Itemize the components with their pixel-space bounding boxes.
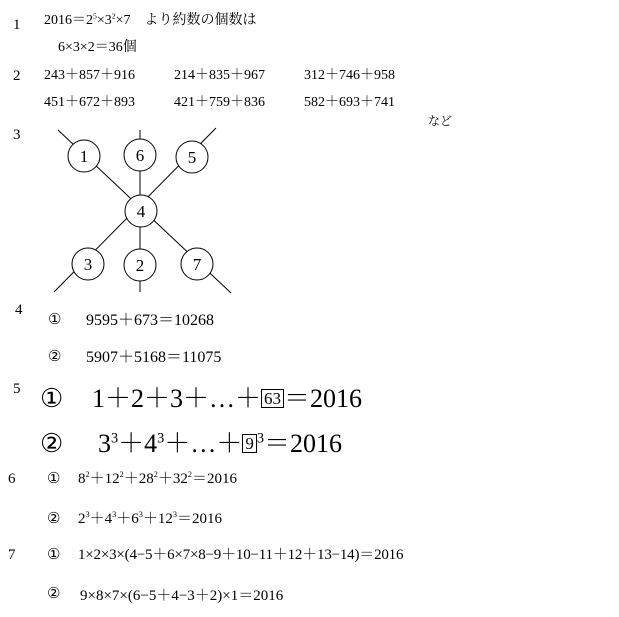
p4-expr-2: 5907＋5168＝11075	[86, 349, 222, 366]
p5-expr2-a: 3	[98, 429, 111, 458]
p5-expr2-exp-b: 3	[157, 430, 165, 447]
p6-e1-x2: 2	[153, 470, 158, 479]
p6-e1-t4: ＝2016	[192, 471, 238, 487]
p6-e2-x0: 3	[85, 510, 90, 519]
p2-r1c1: 243＋857＋916	[44, 68, 135, 83]
problem-number-4: 4	[15, 302, 23, 318]
p2-r1c3: 312＋746＋958	[304, 68, 395, 83]
p7-mark-2: ②	[47, 586, 61, 602]
p1-exp-2: 2	[111, 11, 116, 21]
p5-expr1-post: ＝2016	[284, 384, 363, 413]
p2-r2c2: 421＋759＋836	[174, 95, 265, 110]
p5-expr-2	[98, 431, 342, 457]
p1-exp-1: 5	[93, 11, 97, 21]
p6-e1-x1: 2	[119, 470, 124, 479]
p5-expr2-post: ＝2016	[264, 429, 343, 458]
p2-r2c3: 582＋693＋741	[304, 95, 395, 110]
p4-expr-1: 9595＋673＝10268	[86, 312, 215, 329]
problem-number-2: 2	[13, 68, 21, 84]
p6-e2-t4: ＝2016	[177, 511, 223, 527]
problem-number-3: 3	[13, 127, 21, 143]
p6-mark-1: ①	[47, 471, 61, 487]
p2-etc: など	[428, 114, 453, 128]
p5-expr2-exp-d: 3	[256, 430, 264, 447]
p1-text-b: ×3	[96, 13, 112, 28]
problem-number-5: 5	[13, 381, 21, 397]
node-label-bottom-right: 7	[192, 255, 202, 274]
p5-expr2-exp-a: 3	[111, 430, 119, 447]
p1-text-a: 2016＝2	[44, 13, 93, 28]
p5-expr2-c: ＋…＋	[164, 429, 243, 458]
p1-text-c: ×7 より約数の個数は	[115, 13, 257, 28]
node-label-top-left: 1	[79, 147, 89, 166]
p6-e2-t2: ＋6	[116, 511, 139, 527]
p7-expr-1: 1×2×3×(4−5＋6×7×8−9＋10−11＋12＋13−14)＝2016	[78, 547, 404, 563]
p6-mark-2: ②	[47, 511, 61, 527]
p6-e2-x3: 3	[172, 510, 178, 519]
p6-expr-1	[78, 472, 237, 487]
p5-mark-2: ②	[40, 429, 64, 458]
p4-mark-2: ②	[48, 349, 62, 365]
p6-e2-t3: ＋12	[142, 511, 173, 527]
p6-e2-x1: 3	[112, 510, 117, 519]
p6-e1-t3: ＋32	[157, 471, 188, 487]
node-label-bottom-middle: 2	[135, 256, 145, 275]
p6-e1-t0: 8	[78, 471, 86, 487]
node-label-center: 4	[136, 202, 146, 221]
p5-box-1: 63	[261, 389, 284, 408]
problem-number-7: 7	[8, 547, 16, 563]
p7-mark-1: ①	[47, 547, 61, 563]
p6-e2-t1: ＋4	[89, 511, 113, 527]
p6-expr-2	[78, 512, 222, 527]
p6-e1-t2: ＋28	[123, 471, 154, 487]
p6-e2-x2: 3	[138, 510, 143, 519]
p5-expr1-pre: 1＋2＋3＋…＋	[92, 384, 262, 413]
p6-e2-t0: 2	[78, 511, 86, 527]
problem-number-1: 1	[13, 17, 21, 33]
p4-mark-1: ①	[48, 312, 62, 328]
p5-box-2: 9	[242, 434, 257, 453]
p5-expr-1	[92, 386, 362, 412]
problem-1-line-2: 6×3×2＝36個	[58, 40, 137, 55]
p6-e1-x0: 2	[85, 470, 90, 479]
p7-expr-2: 9×8×7×(6−5＋4−3＋2)×1＝2016	[80, 588, 284, 604]
node-label-bottom-left: 3	[83, 255, 93, 274]
p2-r2c1: 451＋672＋893	[44, 95, 135, 110]
p6-e1-x3: 2	[187, 470, 193, 479]
p5-mark-1: ①	[40, 384, 64, 413]
p6-e1-t1: ＋12	[89, 471, 120, 487]
p5-expr2-b: ＋4	[118, 429, 158, 458]
node-label-top-right: 5	[187, 148, 197, 167]
problem-number-6: 6	[8, 471, 16, 487]
node-label-top-middle: 6	[135, 146, 145, 165]
p2-r1c2: 214＋835＋967	[174, 68, 265, 83]
